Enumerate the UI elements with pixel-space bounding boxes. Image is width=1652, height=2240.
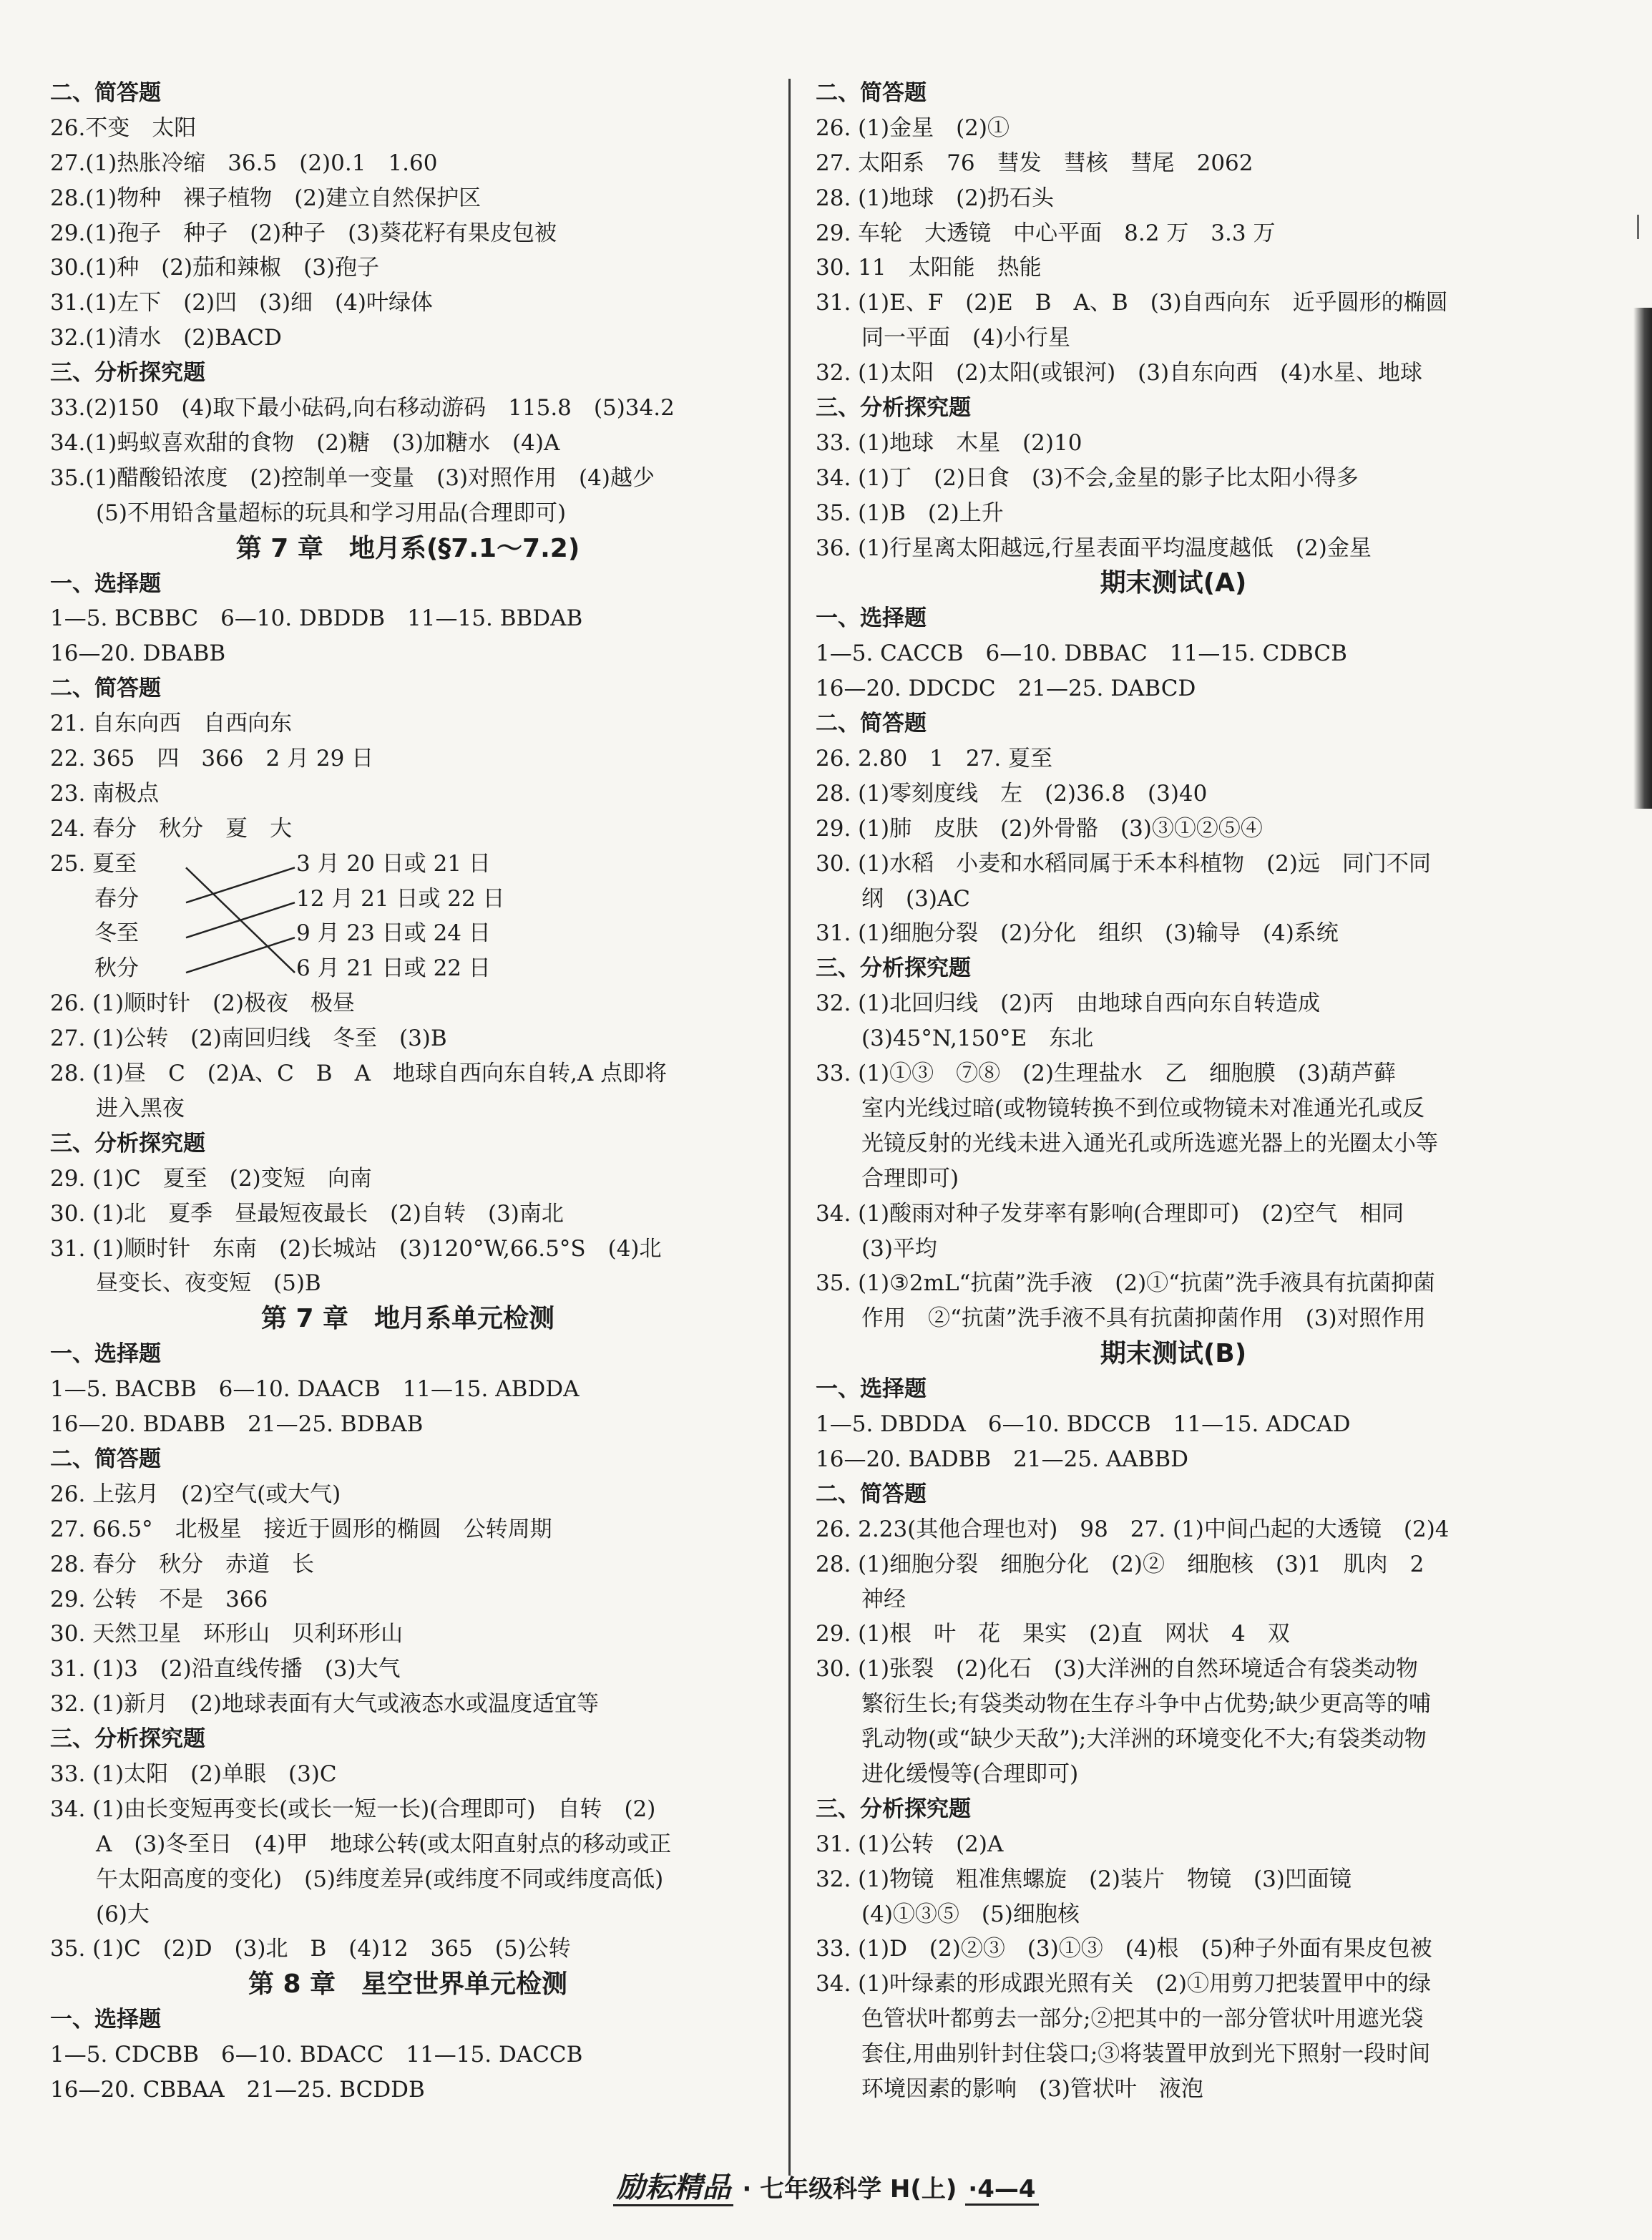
match-term: 秋分 (50, 955, 139, 982)
section-heading: 三、分析探究题 (50, 1130, 205, 1156)
answer-line: 34.(1)蚂蚁喜欢甜的食物 (2)糖 (3)加糖水 (4)A (50, 429, 560, 456)
answer-continuation: (6)大 (96, 1901, 150, 1927)
section-heading: 一、选择题 (816, 605, 927, 632)
match-connector (186, 867, 295, 902)
answer-line: 31. (1)公转 (2)A (816, 1831, 1004, 1857)
answer-line: 27. 太阳系 76 彗发 彗核 彗尾 2062 (816, 150, 1253, 176)
answer-line: 30. 11 太阳能 热能 (816, 255, 1042, 281)
answer-continuation: 乳动物(或“缺少天敌”);大洋洲的环境变化不大;有袋类动物 (861, 1726, 1427, 1753)
answer-line: 31. (1)3 (2)沿直线传播 (3)大气 (50, 1656, 401, 1683)
answer-line: 26. 2.80 1 27. 夏至 (816, 746, 1053, 772)
answer-line: 30. (1)张裂 (2)化石 (3)大洋洲的自然环境适合有袋类动物 (816, 1656, 1418, 1683)
answer-line: 34. (1)由长变短再变长(或长一短一长)(合理即可) 自转 (2) (50, 1796, 656, 1822)
match-date: 3 月 20 日或 21 日 (296, 850, 491, 877)
section-heading: 二、简答题 (816, 711, 927, 737)
answer-continuation: 室内光线过暗(或物镜转换不到位或物镜未对准通光孔或反 (861, 1095, 1425, 1121)
answer-continuation: 神经 (861, 1586, 906, 1612)
answer-line: 28. (1)昼 C (2)A、C B A 地球自西向东自转,A 点即将 (50, 1061, 668, 1087)
answer-continuation: 作用 ②“抗菌”洗手液不具有抗菌抑菌作用 (3)对照作用 (861, 1305, 1426, 1332)
answer-line: 28. (1)零刻度线 左 (2)36.8 (3)40 (816, 780, 1208, 807)
left-answer-column (50, 76, 766, 2108)
section-heading: 一、选择题 (816, 1376, 927, 1403)
match-date: 6 月 21 日或 22 日 (296, 955, 491, 982)
answer-line: 34. (1)叶绿素的形成跟光照有关 (2)①用剪刀把装置甲中的绿 (816, 1971, 1431, 1997)
answer-line: 32. (1)北回归线 (2)丙 由地球自西向东自转造成 (816, 990, 1320, 1017)
section-heading: 二、简答题 (816, 1481, 927, 1507)
answer-line: 1—5. DBDDA 6—10. BDCCB 11—15. ADCAD (816, 1411, 1351, 1438)
answer-continuation: (3)平均 (861, 1235, 937, 1262)
answer-line: 36. (1)行星离太阳越远,行星表面平均温度越低 (2)金星 (816, 535, 1372, 561)
answer-continuation: 合理即可) (861, 1165, 959, 1192)
answer-line: 31. (1)细胞分裂 (2)分化 组织 (3)输导 (4)系统 (816, 920, 1339, 947)
answer-line: 32.(1)清水 (2)BACD (50, 325, 282, 351)
answer-line: 33. (1)①③ ⑦⑧ (2)生理盐水 乙 细胞膜 (3)葫芦藓 (816, 1061, 1396, 1087)
section-heading: 三、分析探究题 (816, 955, 971, 982)
answer-line: 35.(1)醋酸铅浓度 (2)控制单一变量 (3)对照作用 (4)越少 (50, 464, 655, 491)
match-term: 25. 夏至 (50, 850, 137, 877)
answer-continuation: 套住,用曲别针封住袋口;③将装置甲放到光下照射一段时间 (861, 2041, 1431, 2068)
section-heading: 一、选择题 (50, 570, 161, 597)
answer-line: 35. (1)B (2)上升 (816, 500, 1004, 526)
answer-line: 27. (1)公转 (2)南回归线 冬至 (3)B (50, 1026, 447, 1052)
answer-line: 32. (1)新月 (2)地球表面有大气或液态水或温度适宜等 (50, 1691, 599, 1718)
answer-line: 30. (1)北 夏季 昼最短夜最长 (2)自转 (3)南北 (50, 1200, 564, 1227)
answer-line: 21. 自东向西 自西向东 (50, 711, 293, 737)
column-divider (788, 79, 791, 2176)
answer-continuation: (3)45°N,150°E 东北 (861, 1026, 1094, 1052)
answer-line: 29. (1)根 叶 花 果实 (2)直 网状 4 双 (816, 1621, 1290, 1647)
answer-continuation: 繁衍生长;有袋类动物在生存斗争中占优势;缺少更高等的哺 (861, 1691, 1431, 1718)
answer-line: 33. (1)地球 木星 (2)10 (816, 429, 1082, 456)
answer-line: 35. (1)C (2)D (3)北 B (4)12 365 (5)公转 (50, 1936, 571, 1962)
answer-line: 32. (1)太阳 (2)太阳(或银河) (3)自东向西 (4)水星、地球 (816, 360, 1422, 386)
section-heading: 二、简答题 (50, 676, 161, 702)
answer-continuation: 色管状叶都剪去一部分;②把其中的一部分管状叶用遮光袋 (861, 2006, 1424, 2032)
answer-continuation: 光镜反射的光线未进入通光孔或所选遮光器上的光圈太小等 (861, 1130, 1438, 1156)
answer-line: 28. 春分 秋分 赤道 长 (50, 1551, 315, 1577)
answer-line: 22. 365 四 366 2 月 29 日 (50, 746, 374, 772)
footer-dot: · (742, 2175, 752, 2204)
answer-line: 32. (1)物镜 粗准焦螺旋 (2)装片 物镜 (3)凹面镜 (816, 1866, 1352, 1892)
section-heading: 三、分析探究题 (50, 360, 205, 386)
answer-line: 24. 春分 秋分 夏 大 (50, 815, 293, 842)
match-date: 9 月 23 日或 24 日 (296, 920, 491, 947)
answer-continuation: A (3)冬至日 (4)甲 地球公转(或太阳直射点的移动或正 (96, 1831, 672, 1857)
match-term: 春分 (50, 885, 139, 912)
chapter-heading: 第 7 章 地月系单元检测 (260, 1304, 555, 1334)
answer-line: 26. 上弦月 (2)空气(或大气) (50, 1481, 341, 1507)
footer-page-number: ·4—4 (965, 2175, 1038, 2206)
answer-line: 30. 天然卫星 环形山 贝利环形山 (50, 1621, 404, 1647)
answer-line: 1—5. BCBBC 6—10. DBDDB 11—15. BBDAB (50, 605, 583, 632)
answer-continuation: 进入黑夜 (96, 1095, 185, 1121)
answer-line: 1—5. CDCBB 6—10. BDACC 11—15. DACCB (50, 2042, 583, 2068)
section-heading: 三、分析探究题 (50, 1726, 205, 1753)
match-connector (186, 902, 295, 938)
answer-line: 30.(1)种 (2)茄和辣椒 (3)孢子 (50, 255, 380, 281)
scan-edge-mark (1637, 215, 1639, 239)
section-heading: 一、选择题 (50, 2007, 161, 2033)
answer-line: 33. (1)太阳 (2)单眼 (3)C (50, 1761, 337, 1787)
answer-line: 16—20. BADBB 21—25. AABBD (816, 1446, 1188, 1472)
answer-continuation: 昼变长、夜变短 (5)B (96, 1270, 321, 1297)
answer-line: 16—20. DBABB (50, 641, 226, 667)
answer-line: 16—20. DDCDC 21—25. DABCD (816, 676, 1196, 702)
answer-continuation: 午太阳高度的变化) (5)纬度差异(或纬度不同或纬度高低) (96, 1866, 664, 1892)
match-connector (186, 938, 295, 973)
answer-line: 31.(1)左下 (2)凹 (3)细 (4)叶绿体 (50, 290, 433, 316)
answer-line: 33.(2)150 (4)取下最小砝码,向右移动游码 115.8 (5)34.2 (50, 395, 675, 422)
answer-continuation: (4)①③⑤ (5)细胞核 (861, 1901, 1080, 1927)
section-heading: 二、简答题 (50, 1446, 161, 1472)
matching-lines (93, 847, 308, 987)
answer-line: 29. 车轮 大透镜 中心平面 8.2 万 3.3 万 (816, 220, 1276, 246)
answer-line: 26.不变 太阳 (50, 115, 197, 141)
answer-line: 29. (1)C 夏至 (2)变短 向南 (50, 1165, 372, 1192)
answer-line: 31. (1)E、F (2)E B A、B (3)自西向东 近乎圆形的椭圆 (816, 290, 1448, 316)
answer-line: 29. 公转 不是 366 (50, 1586, 268, 1612)
answer-line: 28.(1)物种 裸子植物 (2)建立自然保护区 (50, 185, 482, 211)
match-date: 12 月 21 日或 22 日 (296, 885, 505, 912)
section-heading: 二、简答题 (50, 80, 161, 106)
footer-subject: 七年级科学 H(上) (760, 2175, 957, 2204)
answer-line: 26. 2.23(其他合理也对) 98 27. (1)中间凸起的大透镜 (2)4 (816, 1516, 1450, 1542)
answer-continuation: (5)不用铅含量超标的玩具和学习用品(合理即可) (96, 500, 567, 526)
answer-line: 23. 南极点 (50, 780, 160, 807)
answer-continuation: 进化缓慢等(合理即可) (861, 1761, 1079, 1787)
answer-continuation: 同一平面 (4)小行星 (861, 325, 1070, 351)
answer-line: 34. (1)丁 (2)日食 (3)不会,金星的影子比太阳小得多 (816, 464, 1359, 491)
answer-continuation: 纲 (3)AC (861, 885, 971, 912)
scan-edge-shadow (1633, 308, 1652, 809)
answer-line: 27.(1)热胀冷缩 36.5 (2)0.1 1.60 (50, 150, 438, 176)
page-footer (0, 2165, 1652, 2206)
match-term: 冬至 (50, 920, 139, 947)
answer-line: 29.(1)孢子 种子 (2)种子 (3)葵花籽有果皮包被 (50, 220, 557, 246)
answer-line: 1—5. BACBB 6—10. DAACB 11—15. ABDDA (50, 1376, 580, 1403)
answer-line: 26. (1)顺时针 (2)极夜 极昼 (50, 990, 355, 1017)
chapter-heading: 第 8 章 星空世界单元检测 (248, 1969, 568, 2000)
answer-line: 1—5. CACCB 6—10. DBBAC 11—15. CDBCB (816, 641, 1347, 667)
chapter-heading: 期末测试(B) (1100, 1339, 1247, 1369)
answer-line: 16—20. CBBAA 21—25. BCDDB (50, 2077, 425, 2103)
chapter-heading: 期末测试(A) (1100, 568, 1247, 598)
answer-line: 31. (1)顺时针 东南 (2)长城站 (3)120°W,66.5°S (4)北 (50, 1235, 662, 1262)
answer-line: 30. (1)水稻 小麦和水稻同属于禾本科植物 (2)远 同门不同 (816, 850, 1431, 877)
answer-line: 35. (1)③2mL“抗菌”洗手液 (2)①“抗菌”洗手液具有抗菌抑菌 (816, 1270, 1435, 1297)
section-heading: 一、选择题 (50, 1341, 161, 1368)
section-heading: 三、分析探究题 (816, 1796, 971, 1822)
footer-brand: 励耘精品 (613, 2171, 733, 2206)
answer-line: 16—20. BDABB 21—25. BDBAB (50, 1411, 424, 1438)
answer-line: 26. (1)金星 (2)① (816, 115, 1010, 141)
answer-line: 29. (1)肺 皮肤 (2)外骨骼 (3)③①②⑤④ (816, 815, 1263, 842)
answer-line: 28. (1)地球 (2)扔石头 (816, 185, 1054, 211)
answer-line: 28. (1)细胞分裂 细胞分化 (2)② 细胞核 (3)1 肌肉 2 (816, 1551, 1424, 1577)
section-heading: 三、分析探究题 (816, 395, 971, 422)
right-answer-column (816, 76, 1531, 2107)
answer-line: 34. (1)酸雨对种子发芽率有影响(合理即可) (2)空气 相同 (816, 1200, 1404, 1227)
section-heading: 二、简答题 (816, 80, 927, 106)
answer-line: 27. 66.5° 北极星 接近于圆形的椭圆 公转周期 (50, 1516, 552, 1542)
answer-continuation: 环境因素的影响 (3)管状叶 液泡 (861, 2075, 1203, 2102)
chapter-heading: 第 7 章 地月系(§7.1～7.2) (235, 533, 580, 563)
answer-line: 33. (1)D (2)②③ (3)①③ (4)根 (5)种子外面有果皮包被 (816, 1936, 1432, 1962)
